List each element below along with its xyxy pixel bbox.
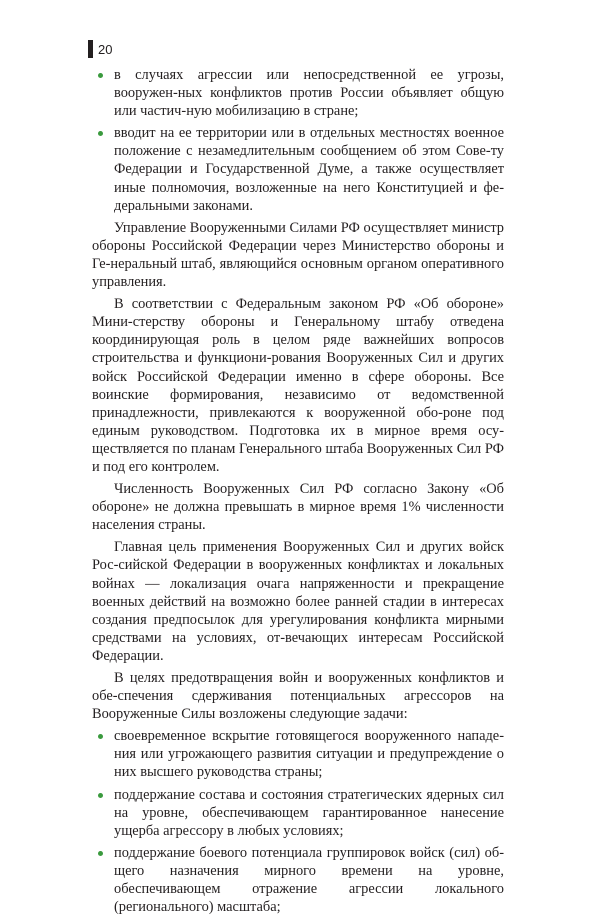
bullet-text: вводит на ее территории или в отдельных местностях военное положение с незамедлительным сообщением об этом Сове-ту Федерации и Государственной Думе, а также осуществляет иные полномочия, возложенные на него Конституцией и фе-деральными законами. (114, 125, 504, 214)
bullet-text: своевременное вскрытие готовящегося вооруженного нападе-ния или угрожающего развития ситуации и предупреждение о них высшего руководства страны; (114, 728, 504, 781)
bullet-dot-icon (98, 131, 103, 136)
paragraph: В целях предотвращения войн и вооруженных конфликтов и обе-спечения сдерживания потенциальных агрессоров на Вооруженные Силы возложены следующие задачи: (92, 670, 504, 723)
paragraph: Главная цель применения Вооруженных Сил и других войск Рос-сийской Федерации в вооруженных конфликтах и локальных войнах — локализация очага напряженности и прекращение военных действий на возможно более ранней стадии в интересах создания предпосылок для урегулирования конфликта мирными средствами на условиях, от-вечающих интересам Российской Федерации. (92, 539, 504, 664)
bullet-text: в случаях агрессии или непосредственной ее угрозы, вооружен-ных конфликтов против России объявляет общую или частич-ную мобилизацию в стране; (114, 67, 504, 120)
bullet-text: поддержание боевого потенциала группировок войск (сил) об-щего назначения мирного времени на уровне, обеспечивающем отражение агрессии локального (регионального) масштаба; (114, 844, 504, 916)
bullet-dot-icon (98, 851, 103, 856)
paragraph: Численность Вооруженных Сил РФ согласно Закону «Об обороне» не должна превышать в мирное время 1% численности населения страны. (92, 481, 504, 534)
bullet-item (92, 786, 504, 840)
bullet-dot-icon (98, 734, 103, 739)
bullet-dot-icon (98, 793, 103, 798)
bullet-item (92, 66, 504, 120)
page-number: 20 (98, 41, 113, 57)
bullet-text: поддержание состава и состояния стратегических ядерных сил на уровне, обеспечивающем гарантированное нанесение ущерба агрессору в любых условиях; (114, 786, 504, 839)
bullet-item (92, 727, 504, 781)
bullet-dot-icon (98, 73, 103, 78)
bullet-item (92, 124, 504, 214)
bullet-item (92, 844, 504, 916)
paragraph: Управление Вооруженными Силами РФ осуществляет министр обороны Российской Федерации через Министерство обороны и Ге-неральный штаб, являющийся основным органом оперативного управления. (92, 219, 504, 291)
page-content (92, 66, 504, 916)
page-header (88, 39, 112, 59)
paragraph: В соответствии с Федеральным законом РФ «Об обороне» Мини-стерству обороны и Генеральному штабу отведена координирующая роль в целом ряде важнейших вопросов строительства и функциони-рования Вооруженных Сил и других войск Российской Федерации именно в сфере обороны. Все воинские формирования, независимо от ведомственной принадлежности, привлекаются к вооруженной обо-роне под единым руководством. Подготовка их в мирное время осу-ществляется по планам Генерального штаба Вооруженных Сил РФ и под его контролем. (92, 296, 504, 475)
header-bar (88, 40, 93, 58)
